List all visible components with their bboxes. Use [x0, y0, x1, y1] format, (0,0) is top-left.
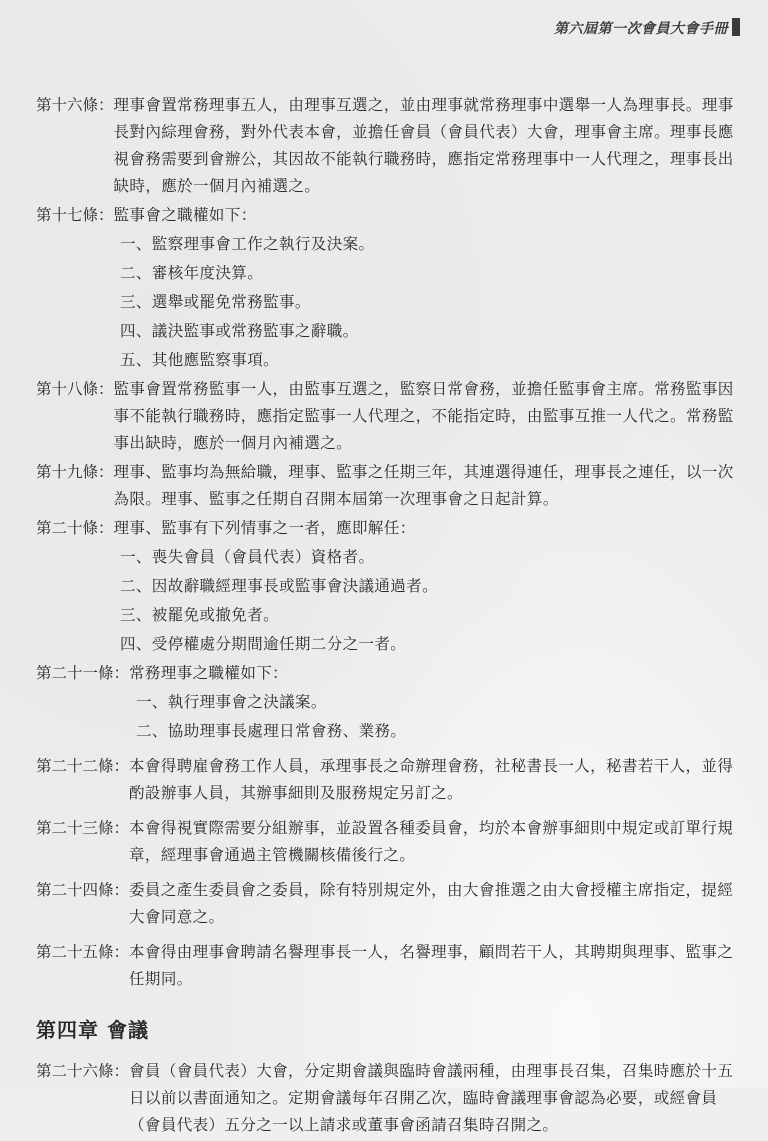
article-label: 第二十三條: [36, 819, 114, 837]
article-colon: ：: [113, 757, 130, 775]
article-label: 第十八條: [36, 380, 99, 398]
list-item: 一、監察理事會工作之執行及決案。: [120, 235, 375, 253]
article-label: 第二十五條: [36, 943, 114, 961]
article-label: 第二十條: [36, 519, 99, 537]
article-text: 監事會置常務監事一人，由監事互選之，監察日常會務，並擔任監事會主席。常務監事因事不能執行職務時，應指定監事一人代理之，不能指定時，由監事互推一人代之。常務監事出缺時，應於一個月內補選之。: [113, 380, 734, 452]
article-22: [36, 753, 736, 807]
article-colon: ：: [113, 819, 130, 837]
list-item: 二、協助理事長處理日常會務、業務。: [136, 722, 407, 740]
list-item: 二、審核年度決算。: [120, 264, 264, 282]
article-text: 委員之產生委員會之委員，除有特別規定外，由大會推選之由大會授權主席指定，提經大會同意之。: [129, 881, 734, 926]
document-body: [36, 92, 736, 1141]
article-text: 理事、監事有下列情事之一者，應即解任：: [113, 519, 416, 537]
article-label: 第十六條: [36, 96, 99, 114]
article-colon: ：: [113, 1062, 130, 1080]
article-colon: ：: [113, 943, 130, 961]
article-24: [36, 877, 736, 931]
article-20: [36, 515, 736, 542]
list-item: 五、其他應監察事項。: [120, 351, 280, 369]
article-colon: ：: [98, 380, 114, 398]
article-colon: ：: [98, 96, 114, 114]
article-label: 第十九條: [36, 463, 99, 481]
article-label: 第二十四條: [36, 881, 114, 899]
article-label: 第十七條: [36, 206, 99, 224]
article-colon: ：: [113, 881, 130, 899]
list-item: 二、因故辭職經理事長或監事會決議通過者。: [120, 577, 439, 595]
article-text: 會員（會員代表）大會，分定期會議與臨時會議兩種，由理事長召集，召集時應於十五日以前以書面通知之。定期會議每年召開乙次，臨時會議理事會認為必要，或經會員（會員代表）五分之一以上請求或董事會函請召集時召開之。: [129, 1062, 734, 1134]
article-26: [36, 1058, 736, 1139]
article-label: 第二十二條: [36, 757, 114, 775]
article-21: [36, 660, 736, 687]
article-text: 理事、監事均為無給職，理事、監事之任期三年，其連選得連任，理事長之連任，以一次為限。理事、監事之任期自召開本屆第一次理事會之日起計算。: [113, 463, 734, 508]
page-header: 第六屆第一次會員大會手冊: [554, 21, 728, 37]
article-colon: ：: [98, 519, 114, 537]
article-19: [36, 459, 736, 513]
article-text: 本會得視實際需要分組辦事，並設置各種委員會，均於本會辦事細則中規定或訂單行規章，經理事會通過主管機關核備後行之。: [129, 819, 734, 864]
list-item: 四、受停權處分期間逾任期二分之一者。: [120, 635, 407, 653]
list-item: 一、喪失會員（會員代表）資格者。: [120, 548, 375, 566]
article-25: [36, 939, 736, 993]
article-18: [36, 376, 736, 457]
list-item: 一、執行理事會之決議案。: [136, 693, 327, 711]
article-colon: ：: [113, 664, 130, 682]
article-colon: ：: [98, 206, 114, 224]
article-text: 本會得由理事會聘請名譽理事長一人，名譽理事，顧問若干人，其聘期與理事、監事之任期同。: [129, 943, 734, 988]
article-colon: ：: [98, 463, 114, 481]
article-label: 第二十一條: [36, 664, 114, 682]
article-text: 常務理事之職權如下：: [129, 664, 289, 682]
article-text: 本會得聘雇會務工作人員，承理事長之命辦理會務，社秘書長一人，秘書若干人，並得酌設辦事人員，其辦事細則及服務規定另訂之。: [129, 757, 734, 802]
article-text: 監事會之職權如下：: [113, 206, 257, 224]
list-item: 三、選舉或罷免常務監事。: [120, 293, 311, 311]
article-23: [36, 815, 736, 869]
header-bar-mark: [732, 18, 740, 36]
article-16: [36, 92, 736, 200]
article-17: [36, 202, 736, 229]
article-text: 理事會置常務理事五人，由理事互選之，並由理事就常務理事中選舉一人為理事長。理事長對內綜理會務，對外代表本會，並擔任會員（會員代表）大會，理事會主席。理事長應視會務需要到會辦公，其因故不能執行職務時，應指定常務理事中一人代理之，理事長出缺時，應於一個月內補選之。: [113, 96, 734, 195]
article-label: 第二十六條: [36, 1062, 114, 1080]
list-item: 四、議決監事或常務監事之辭職。: [120, 322, 359, 340]
chapter-heading: 第四章 會議: [36, 1018, 149, 1042]
list-item: 三、被罷免或撤免者。: [120, 606, 280, 624]
